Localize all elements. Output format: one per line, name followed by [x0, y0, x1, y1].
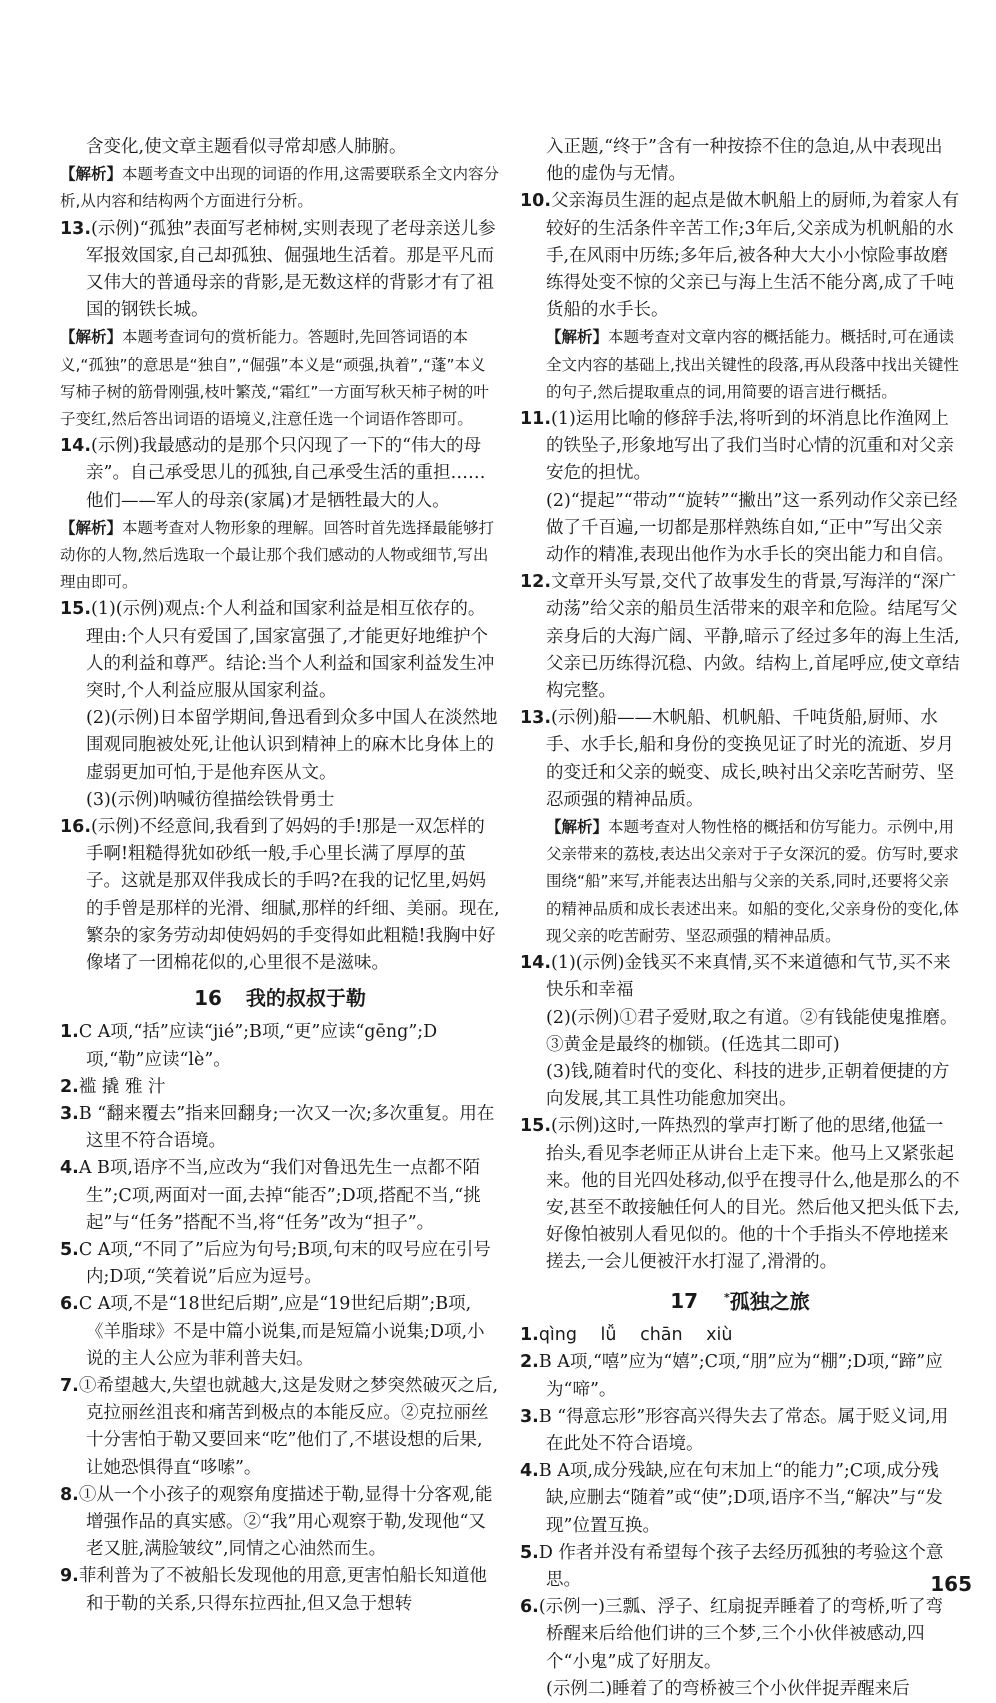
- answer-item: [60, 1155, 500, 1237]
- answer-text: 文章开头写景,交代了故事发生的背景,写海洋的“深广动荡”给父亲的船员生活带来的艰辛和危险。结尾写父亲身后的大海广阔、平静,暗示了经过多年的海上生活,父亲已历练得沉稳、内敛。结构上,首尾呼应,使文章结构完整。: [546, 572, 960, 702]
- item-number: 13.: [60, 218, 92, 239]
- item-number: 10.: [520, 191, 552, 212]
- item-number: 5.: [60, 1239, 79, 1260]
- answer-text: D 作者并没有希望每个孩子去经历孤独的考验这个意思。: [538, 1542, 944, 1591]
- answer-text: (2)(示例)①君子爱财,取之有道。②有钱能使鬼推磨。③黄金是最终的枷锁。(任选其二即可): [546, 1007, 958, 1055]
- item-number: 6.: [60, 1294, 79, 1315]
- answer-text: 本题考查对文章内容的概括能力。概括时,可在通读全文内容的基础上,找出关键性的段落,再从段落中找出关键性的句子,然后提取重点的词,用简要的语言进行概括。: [546, 328, 959, 401]
- answer-text: 褴 撬 雅 汁: [78, 1076, 166, 1097]
- answer-text: (示例)不经意间,我看到了妈妈的手!那是一双怎样的手啊!粗糙得犹如砂纸一般,手心里长满了厚厚的茧子。这就是那双伴我成长的手吗?在我的记忆里,妈妈的手曾是那样的光滑、细腻,那样的纤细、美丽。现在,繁杂的家务劳动却使妈妈的手变得如此粗糙!我胸中好像堵了一团棉花似的,心里很不是滋味。: [86, 817, 500, 974]
- answer-item: [60, 596, 500, 705]
- answer-text: B A项,成分残缺,应在句末加上“的能力”;C项,成分残缺,应删去“随着”或“使”;D项,语序不当,“解决”与“发现”位置互换。: [538, 1461, 943, 1536]
- answer-text: 含变化,使文章主题看似寻常却感人肺腑。: [86, 137, 407, 157]
- answer-text: C A项,“括”应读“jié”;B项,“更”应读“gēng”;D项,“勒”应读“lè”。: [78, 1022, 438, 1070]
- item-number: 4.: [60, 1158, 79, 1179]
- item-number: 14.: [60, 436, 92, 457]
- item-number: 8.: [60, 1484, 79, 1505]
- answer-text: (示例)我最感动的是那个只闪现了一下的“伟大的母亲”。自己承受思儿的孤独,自己承受生活的重担……他们——军人的母亲(家属)才是牺牲最大的人。: [86, 436, 486, 511]
- answer-item: [60, 1373, 500, 1482]
- sub-answer: [60, 787, 500, 814]
- answer-text: 本题考查文中出现的词语的作用,这需要联系全文内容分析,从内容和结构两个方面进行分析。: [60, 165, 499, 211]
- answer-item: [60, 1101, 500, 1155]
- analysis-note: [60, 161, 500, 215]
- right-column: [520, 134, 960, 1703]
- analysis-note: [520, 814, 960, 950]
- answer-text: ①希望越大,失望也就越大,这是发财之梦突然破灭之后,克拉丽丝沮丧和痛苦到极点的本能反应。②克拉丽丝十分害怕于勒又要回来“吃”他们了,不堪设想的后果,让她恐惧得直“哆嗦”。: [78, 1375, 499, 1478]
- item-number: 11.: [520, 409, 552, 430]
- answer-text: (1)(示例)观点:个人利益和国家利益是相互依存的。理由:个人只有爱国了,国家富强了,才能更好地维护个人的利益和尊严。结论:当个人利益和国家利益发生冲突时,个人利益应服从国家利益。: [86, 599, 495, 702]
- sub-answer: [520, 1676, 960, 1703]
- answer-item: [60, 1291, 500, 1373]
- page-number: 165: [930, 1572, 972, 1596]
- answer-item: [520, 406, 960, 488]
- section-number: 16: [194, 986, 222, 1011]
- item-number: 3.: [60, 1103, 79, 1124]
- answer-item: [520, 1594, 960, 1676]
- sub-answer: [520, 488, 960, 570]
- analysis-note: [520, 324, 960, 406]
- section-number: 17: [670, 1289, 699, 1314]
- item-number: 1.: [60, 1022, 79, 1043]
- analysis-note: [60, 324, 500, 433]
- item-number: 6.: [520, 1597, 539, 1618]
- answer-item: [520, 569, 960, 705]
- answer-text: (示例)船——木帆船、机帆船、千吨货船,厨师、水手、水手长,船和身份的变换见证了时光的流逝、岁月的变迁和父亲的蜕变、成长,映衬出父亲吃苦耐劳、坚忍顽强的精神品质。: [546, 708, 955, 810]
- answer-text: B A项,“嘻”应为“嬉”;C项,“朋”应为“棚”;D项,“蹄”应为“啼”。: [538, 1352, 943, 1400]
- answer-text: C A项,不是“18世纪后期”,应是“19世纪后期”;B项,《羊脂球》不是中篇小说集,而是短篇小说集;D项,小说的主人公应为菲利普夫妇。: [78, 1294, 485, 1369]
- answer-text: 父亲海员生涯的起点是做木帆船上的厨师,为着家人有较好的生活条件辛苦工作;3年后,父亲成为机帆船的水手,在风雨中历练;多年后,被各种大大小小惊险事故磨练得处变不惊的父亲已与海上生活不能分离,成了千吨货船的水手长。: [546, 191, 960, 321]
- answer-item: [60, 1482, 500, 1564]
- item-number: 5.: [520, 1542, 539, 1563]
- answer-item: [520, 1458, 960, 1540]
- item-number: 14.: [520, 953, 552, 974]
- answer-item: [520, 1349, 960, 1403]
- answer-text: (1)运用比喻的修辞手法,将听到的坏消息比作渔网上的铁坠子,形象地写出了我们当时心情的沉重和对父亲安危的担忧。: [546, 409, 955, 484]
- analysis-tag: 【解析】: [546, 818, 609, 837]
- answer-item: [60, 1237, 500, 1291]
- analysis-note: [60, 515, 500, 597]
- answer-item: [60, 216, 500, 325]
- answer-text: (3)钱,随着时代的变化、科技的进步,正朝着便捷的方向发展,其工具性功能愈加突出。: [546, 1061, 950, 1110]
- answer-text: 本题考查对人物形象的理解。回答时首先选择最能够打动你的人物,然后选取一个最让那个我们感动的人物或细节,写出理由即可。: [60, 518, 495, 592]
- answer-item: [60, 433, 500, 515]
- answer-text: (示例)这时,一阵热烈的掌声打断了他的思绪,他猛一抬头,看见李老师正从讲台上走下来。他马上又紧张起来。他的目光四处移动,似乎在搜寻什么,他是那么的不安,甚至不敢接触任何人的目光。然后他又把头低下去,好像怕被别人看见似的。他的十个手指头不停地搓来搓去,一会儿便被汗水打湿了,滑滑的。: [546, 1116, 960, 1273]
- answer-item: [520, 188, 960, 324]
- continued-text: [520, 134, 960, 188]
- answer-text: B “得意忘形”形容高兴得失去了常态。属于贬义词,用在此处不符合语境。: [538, 1406, 949, 1454]
- section-name: 孤独之旅: [729, 1289, 810, 1314]
- item-number: 1.: [520, 1325, 539, 1346]
- sub-answer: [60, 705, 500, 787]
- continued-text: [60, 134, 500, 161]
- answer-text: C A项,“不同了”后应为句号;B项,句末的叹号应在引号内;D项,“笑着说”后应为逗号。: [78, 1239, 491, 1288]
- answer-text: qìng lǚ chān xiù: [538, 1325, 733, 1346]
- item-number: 12.: [520, 572, 552, 593]
- answer-text: 本题考查词句的赏析能力。答题时,先回答词语的本义,“孤独”的意思是“独自”,“倔强”本义是“顽强,执着”,“蓬”本义写柿子树的筋骨刚强,枝叶繁茂,“霜红”一方面写秋天柿子树的叶子变红,然后答出词语的语境义,注意任选一个词语作答即可。: [60, 328, 489, 429]
- answer-text: 菲利普为了不被船长发现他的用意,更害怕船长知道他和于勒的关系,只得东拉西扯,但又急于想转: [78, 1566, 487, 1614]
- answer-item: [520, 1404, 960, 1458]
- answer-text: (示例二)睡着了的弯桥被三个小伙伴捉弄醒来后: [546, 1678, 910, 1699]
- left-column: [60, 134, 500, 1618]
- item-number: 15.: [520, 1116, 552, 1137]
- item-number: 13.: [520, 708, 552, 729]
- item-number: 7.: [60, 1375, 79, 1396]
- answer-item: [520, 1322, 960, 1349]
- sub-answer: [520, 1059, 960, 1113]
- analysis-tag: 【解析】: [60, 328, 123, 347]
- section-title: [60, 983, 500, 1013]
- item-number: 15.: [60, 599, 92, 620]
- answer-item: [520, 705, 960, 814]
- answer-item: [60, 1074, 500, 1101]
- answer-text: A B项,语序不当,应改为“我们对鲁迅先生一点都不陌生”;C项,两面对一面,去掉“能否”;D项,搭配不当,“挑起”与“任务”搭配不当,将“任务”改为“担子”。: [78, 1158, 481, 1233]
- answer-item: [60, 1563, 500, 1617]
- section-title: [520, 1283, 960, 1317]
- answer-item: [520, 1540, 960, 1594]
- answer-text: (示例一)三瓢、浮子、红扇捉弄睡着了的弯桥,听了弯桥醒来后给他们讲的三个梦,三个小伙伴被感动,四个“小鬼”成了好朋友。: [538, 1597, 944, 1672]
- item-number: 9.: [60, 1566, 79, 1587]
- answer-item: [520, 1113, 960, 1276]
- answer-text: (2)(示例)日本留学期间,鲁迅看到众多中国人在淡然地围观同胞被处死,让他认识到精神上的麻木比身体上的虚弱更加可怕,于是他弃医从文。: [86, 708, 498, 783]
- analysis-tag: 【解析】: [546, 328, 609, 347]
- answer-text: 入正题,“终于”含有一种按捺不住的急迫,从中表现出他的虚伪与无情。: [546, 137, 943, 185]
- analysis-tag: 【解析】: [60, 165, 123, 184]
- answer-text: (1)(示例)金钱买不来真情,买不来道德和气节,买不来快乐和幸福: [546, 953, 951, 1001]
- analysis-tag: 【解析】: [60, 518, 123, 537]
- sub-answer: [520, 1005, 960, 1059]
- section-star: *: [724, 1290, 730, 1304]
- item-number: 4.: [520, 1461, 539, 1482]
- item-number: 16.: [60, 817, 92, 838]
- answer-text: (3)(示例)呐喊彷徨描绘铁骨勇士: [86, 789, 335, 810]
- answer-item: [60, 1019, 500, 1073]
- item-number: 2.: [60, 1076, 79, 1097]
- answer-item: [520, 950, 960, 1004]
- answer-text: (2)“提起”“带动”“旋转”“撇出”这一系列动作父亲已经做了千百遍,一切都是那样熟练自如,“正中”写出父亲动作的精准,表现出他作为水手长的突出能力和自信。: [546, 490, 958, 566]
- answer-text: (示例)“孤独”表面写老柿树,实则表现了老母亲送儿参军报效国家,自己却孤独、倔强地生活着。那是平凡而又伟大的普通母亲的背影,是无数这样的背影才有了祖国的钢铁长城。: [86, 218, 496, 321]
- answer-text: 本题考查对人物性格的概括和仿写能力。示例中,用父亲带来的荔枝,表达出父亲对于子女深沉的爱。仿写时,要求围绕“船”来写,并能表达出船与父亲的关系,同时,还要将父亲的精神品质和成长表述出来。如船的变化,父亲身份的变化,体现父亲的吃苦耐劳、坚忍顽强的精神品质。: [546, 818, 959, 945]
- item-number: 2.: [520, 1352, 539, 1373]
- answer-item: [60, 814, 500, 977]
- section-name: 我的叔叔于勒: [245, 986, 366, 1011]
- item-number: 3.: [520, 1406, 539, 1427]
- answer-text: B “翻来覆去”指来回翻身;一次又一次;多次重复。用在这里不符合语境。: [78, 1103, 495, 1152]
- answer-text: ①从一个小孩子的观察角度描述于勒,显得十分客观,能增强作品的真实感。②“我”用心观察于勒,发现他“又老又脏,满脸皱纹”,同情之心油然而生。: [78, 1484, 493, 1560]
